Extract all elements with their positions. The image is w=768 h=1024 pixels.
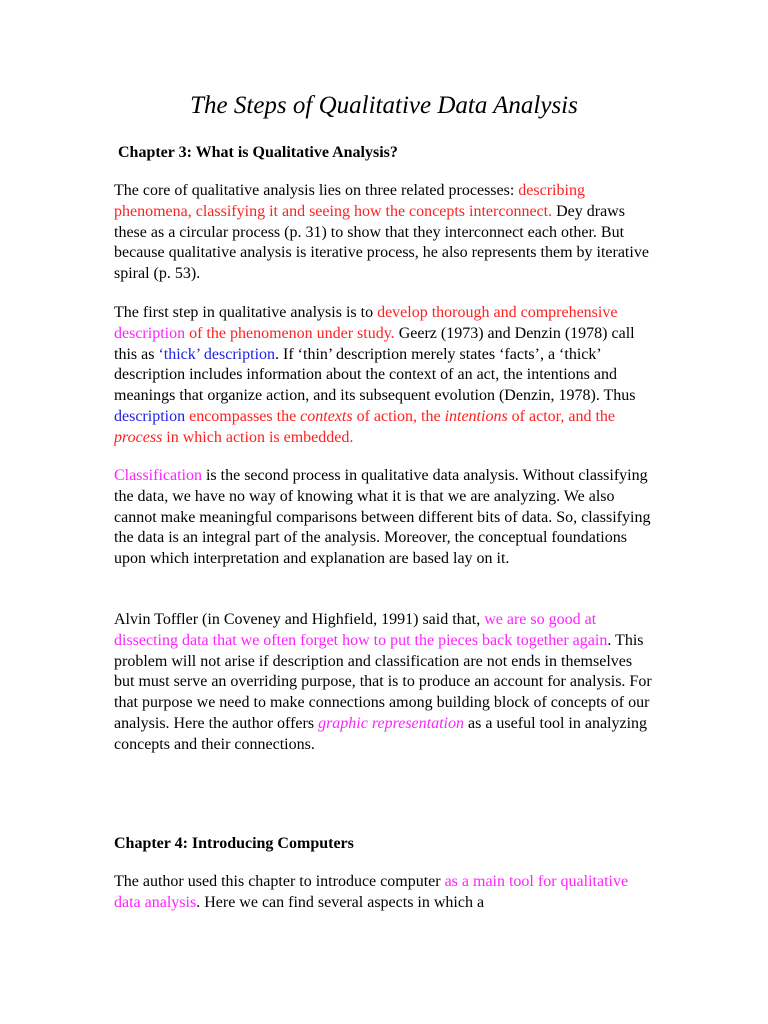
paragraph-4: Alvin Toffler (in Coveney and Highfield, 1991) said that, we are so good at dissecting data that we often forget how to put the pieces back together again. This problem will not arise if description and classification are not ends in themselves but must serve an overriding purpose, that is to produce an account for analysis. For that purpose we need to make connections among building block of concepts of our analysis. Here the author offers graphic representation as a useful tool in analyzing concepts and their connections. (114, 611, 652, 753)
thick-description-term: ‘thick’ description (158, 345, 276, 363)
paragraph-1: The core of qualitative analysis lies on three related processes: describing phenomena, classifying it and seeing how the concepts interconnect. Dey draws these as a circular process (p. 31) to show that they interconnect each other. But because qualitative analysis is iterative process, he also represents them by iterative spiral (p. 53). (114, 182, 649, 283)
paragraph-3: Classification is the second process in qualitative data analysis. Without classifying the data, we have no way of knowing what it is that we are analyzing. We also cannot make meaningful comparisons between different bits of data. So, classifying the data is an integral part of the analysis. Moreover, the conceptual foundations upon which interpretation and explanation are based lay on it. (114, 467, 651, 568)
chapter-3-heading: Chapter 3: What is Qualitative Analysis? (118, 144, 398, 161)
main-tool-phrase: as a main tool for qualitative data analysis (114, 873, 629, 911)
highlight-processes: describing phenomena, classifying it and seeing how the concepts interconnect. (114, 182, 585, 220)
paragraph-2: The first step in qualitative analysis is to develop thorough and comprehensive description of the phenomenon under study. Geerz (1973) and Denzin (1978) call this as ‘thick’ description. If ‘thin’ description merely states ‘facts’, a ‘thick’ description includes information about the context of an act, the intentions and meanings that organize action, and its subsequent evolution (Denzin, 1978). Thus description encompasses the contexts of action, the intentions of actor, and the process in which action is embedded. (114, 304, 636, 446)
graphic-representation-term: graphic representation (318, 714, 464, 732)
chapter-4-heading: Chapter 4: Introducing Computers (114, 835, 354, 852)
paragraph-5: The author used this chapter to introduce computer as a main tool for qualitative data analysis. Here we can find several aspects in which a (114, 873, 629, 911)
classification-term: Classification (114, 467, 202, 484)
document-title: The Steps of Qualitative Data Analysis (190, 92, 578, 119)
toffler-quote: we are so good at dissecting data that we often forget how to put the pieces back together again (114, 611, 608, 649)
